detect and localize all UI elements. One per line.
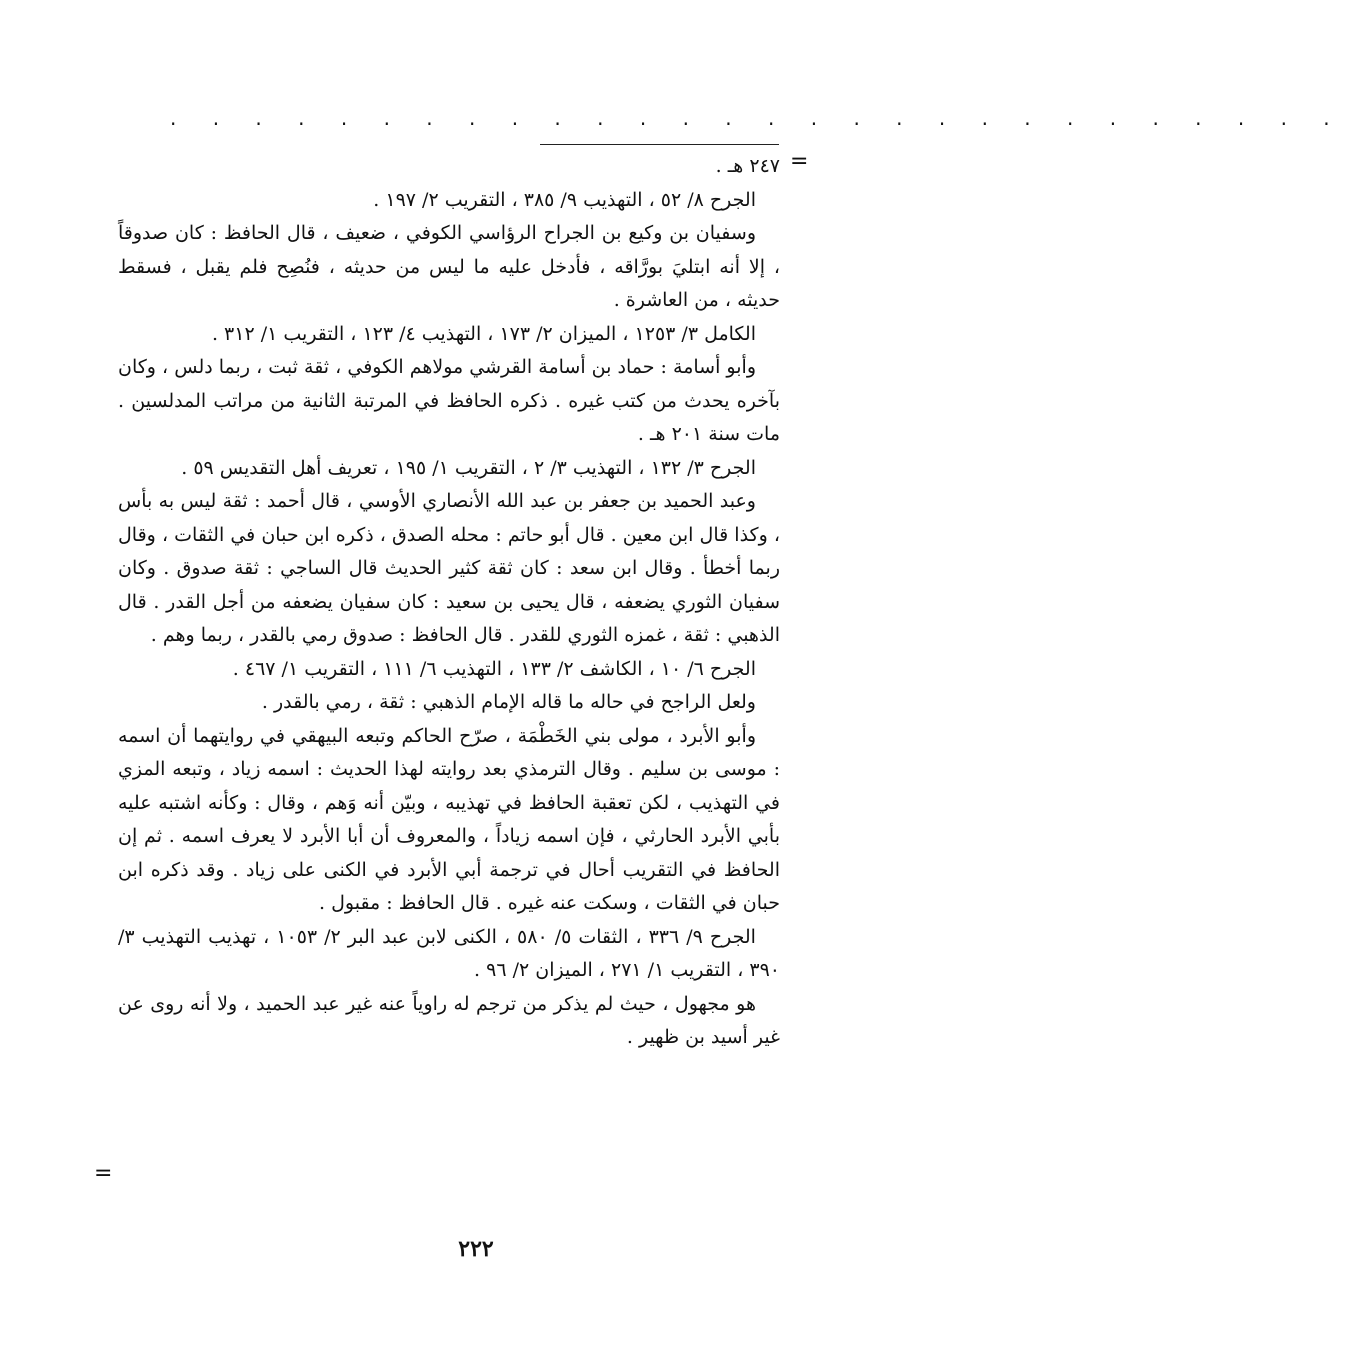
reference-line: الجرح ٨/ ٥٢ ، التهذيب ٩/ ٣٨٥ ، التقريب ٢/ ١٩٧ .	[373, 188, 756, 211]
reference-line: الجرح ٩/ ٣٣٦ ، الثقات ٥/ ٥٨٠ ، الكنى لابن عبد البر ٢/ ١٠٥٣ ، تهذيب التهذيب ٣/ ٣٩٠ ، التقريب ١/ ٢٧١ ، الميزان ٢/ ٩٦ .	[118, 925, 780, 981]
narrator-paragraph: وعبد الحميد بن جعفر بن عبد الله الأنصاري الأوسي ، قال أحمد : ثقة ليس به بأس ، وكذا قال ابن معين . قال أبو حاتم : محله الصدق ، ذكره ابن حبان في الثقات ، وقال ربما أخطأ . وقال ابن سعد : كان ثقة كثير الحديث قال الساجي : ثقة صدوق . وكان سفيان الثوري يضعفه ، قال يحيى بن سعيد : كان سفيان يضعفه من أجل القدر . قال الذهبي : ثقة ، غمزه الثوري للقدر . قال الحافظ : صدوق رمي بالقدر ، ربما وهم .	[118, 490, 780, 646]
narrator-paragraph: وأبو أسامة : حماد بن أسامة القرشي مولاهم الكوفي ، ثقة ثبت ، ربما دلس ، وكان بآخره يحدث من كتب غيره . ذكره الحافظ في المرتبة الثانية من مراتب المدلسين . مات سنة ٢٠١ هـ .	[118, 356, 780, 445]
header-dotted-line: . . . . . . . . . . . . . . . . . . . . . . . . . . . .	[170, 106, 1345, 130]
footnote-line: ٢٤٧ هـ .	[715, 155, 780, 177]
narrator-paragraph: وسفيان بن وكيع بن الجراح الرؤاسي الكوفي ، ضعيف ، قال الحافظ : كان صدوقاً ، إلا أنه ابتليَ بورَّاقه ، فأدخل عليه ما ليس من حديثه ، فنُصِح فلم يقبل ، فسقط حديثه ، من العاشرة .	[118, 222, 780, 311]
reference-line: الجرح ٣/ ١٣٢ ، التهذيب ٣/ ٢ ، التقريب ١/ ١٩٥ ، تعريف أهل التقديس ٥٩ .	[181, 456, 756, 479]
narrator-paragraph: وأبو الأبرد ، مولى بني الخَطْمَة ، صرّح الحاكم وتبعه البيهقي في روايتهما أن اسمه : موسى بن سليم . وقال الترمذي بعد روايته لهذا الحديث : اسمه زياد ، وتبعه المزي في التهذيب ، لكن تعقبة الحافظ في تهذيبه ، وبيّن أنه وَهم ، وقال : وكأنه اشتبه عليه بأبي الأبرد الحارثي ، فإن اسمه زياداً ، والمعروف أن أبا الأبرد لا يعرف اسمه . ثم إن الحافظ في التقريب أحال في ترجمة أبي الأبرد في الكنى على زياد . وقد ذكره ابن حبان في الثقات ، وسكت عنه غيره . قال الحافظ : مقبول .	[118, 724, 780, 914]
footnote-body	[118, 150, 780, 1055]
reference-line: الجرح ٦/ ١٠ ، الكاشف ٢/ ١٣٣ ، التهذيب ٦/ ١١١ ، التقريب ١/ ٤٦٧ .	[232, 657, 756, 680]
page-number: ٢٢٢	[458, 1236, 494, 1262]
reference-line: الكامل ٣/ ١٢٥٣ ، الميزان ٢/ ١٧٣ ، التهذيب ٤/ ١٢٣ ، التقريب ١/ ٣١٢ .	[211, 322, 756, 345]
conclusion-line: ولعل الراجح في حاله ما قاله الإمام الذهبي : ثقة ، رمي بالقدر .	[261, 691, 756, 713]
continuation-mark-bottom: =	[94, 1161, 113, 1186]
continuation-mark-top: =	[790, 149, 809, 174]
conclusion-line: هو مجهول ، حيث لم يذكر من ترجم له راوياً عنه غير عبد الحميد ، ولا أنه روى عن غير أسيد بن ظهير .	[118, 992, 780, 1048]
footnote-separator-rule	[540, 144, 779, 145]
